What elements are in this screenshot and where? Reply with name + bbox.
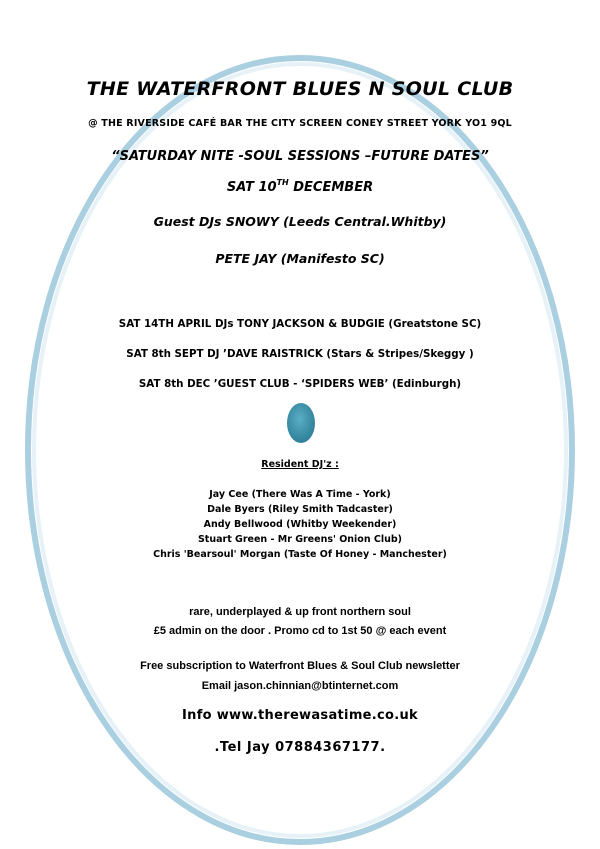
email-line: Email jason.chinnian@btinternet.com xyxy=(201,680,399,692)
oval-ring-outer xyxy=(28,58,572,842)
guest-djs-line: Guest DJs SNOWY (Leeds Central.Whitby) xyxy=(153,214,447,229)
resident-dj-item: Andy Bellwood (Whitby Weekender) xyxy=(203,519,397,530)
info-line: £5 admin on the door . Promo cd to 1st 50 @ each event xyxy=(153,625,447,637)
main-date-ordinal: TH xyxy=(276,178,289,187)
main-date-prefix: SAT 10 xyxy=(226,180,277,195)
newsletter-line: Free subscription to Waterfront Blues & Soul Club newsletter xyxy=(140,660,460,672)
website-line: Info www.therewasatime.co.uk xyxy=(182,708,418,723)
resident-djs-heading-text: Resident DJ'z : xyxy=(261,459,339,470)
venue-line: @ THE RIVERSIDE CAFÉ BAR THE CITY SCREEN CONEY STREET YORK YO1 9QL xyxy=(88,118,512,129)
main-date xyxy=(0,180,600,195)
event-line: SAT 8th DEC ’GUEST CLUB - ‘SPIDERS WEB’ (Edinburgh) xyxy=(138,378,462,390)
resident-dj-item: Stuart Green - Mr Greens' Onion Club) xyxy=(197,534,403,545)
flyer-title: THE WATERFRONT BLUES N SOUL CLUB xyxy=(86,78,514,100)
resident-djs-heading xyxy=(0,459,600,470)
resident-dj-item: Chris 'Bearsoul' Morgan (Taste Of Honey - Manchester) xyxy=(153,549,447,560)
info-line: rare, underplayed & up front northern soul xyxy=(189,606,411,618)
event-line: SAT 14TH APRIL DJs TONY JACKSON & BUDGIE (Greatstone SC) xyxy=(118,318,482,330)
blue-dot xyxy=(287,403,315,443)
event-line: SAT 8th SEPT DJ ’DAVE RAISTRICK (Stars & Stripes/Skeggy ) xyxy=(126,348,474,360)
subtitle: “SATURDAY NITE -SOUL SESSIONS –FUTURE DATES” xyxy=(111,149,489,164)
telephone-line: .Tel Jay 07884367177. xyxy=(214,740,386,755)
main-date-month: DECEMBER xyxy=(288,180,374,195)
resident-dj-item: Jay Cee (There Was A Time - York) xyxy=(209,489,391,500)
resident-dj-item: Dale Byers (Riley Smith Tadcaster) xyxy=(207,504,393,515)
guest-dj-second-line: PETE JAY (Manifesto SC) xyxy=(215,251,385,266)
